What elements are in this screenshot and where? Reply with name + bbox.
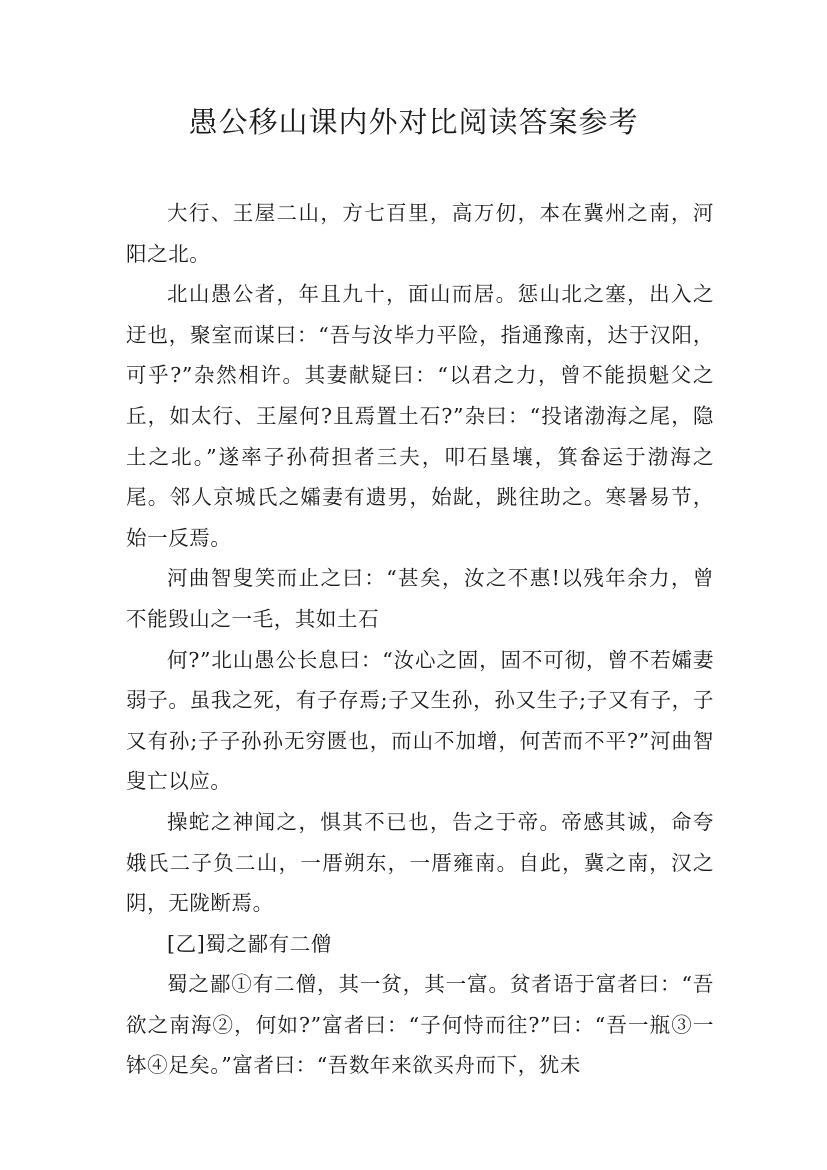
- paragraph-2: 北山愚公者，年且九十，面山而居。惩山北之塞，出入之迂也，聚室而谋曰：“吾与汝毕力平险，指通豫南，达于汉阳，可乎?”杂然相许。其妻献疑曰：“以君之力，曾不能损魁父之丘，如太行、王屋何?且焉置土石?”杂曰：“投诸渤海之尾，隐土之北。”遂率子孙荷担者三夫，叩石垦壤，箕畚运于渤海之尾。邻人京城氏之孀妻有遗男，始龀，跳往助之。寒暑易节，始一反焉。: [126, 282, 714, 550]
- paragraph-3: 河曲智叟笑而止之曰：“甚矣，汝之不惠!以残年余力，曾不能毁山之一毛，其如土石: [126, 566, 714, 631]
- paragraph-4: 何?”北山愚公长息曰：“汝心之固，固不可彻，曾不若孀妻弱子。虽我之死，有子存焉;子又生孙，孙又生子;子又有子，子又有孙;子子孙孙无穷匮也，而山不加增，何苦而不平?”河曲智叟亡以应。: [126, 647, 714, 794]
- paragraph-1: 大行、王屋二山，方七百里，高万仞，本在冀州之南，河阳之北。: [126, 201, 714, 266]
- paragraph-5: 操蛇之神闻之，惧其不已也，告之于帝。帝感其诚，命夸娥氏二子负二山，一厝朔东，一厝雍南。自此，冀之南，汉之阴，无陇断焉。: [126, 809, 714, 916]
- document-title: 愚公移山课内外对比阅读答案参考: [188, 105, 639, 139]
- section-heading-yi: [乙]蜀之鄙有二僧: [167, 931, 332, 956]
- document-body: [126, 193, 714, 1086]
- paragraph-6: 蜀之鄙①有二僧，其一贫，其一富。贫者语于富者曰：“吾欲之南海②，何如?”富者曰：“子何恃而往?”曰：“吾一瓶③一钵④足矣。”富者曰：“吾数年来欲买舟而下，犹未: [126, 972, 714, 1078]
